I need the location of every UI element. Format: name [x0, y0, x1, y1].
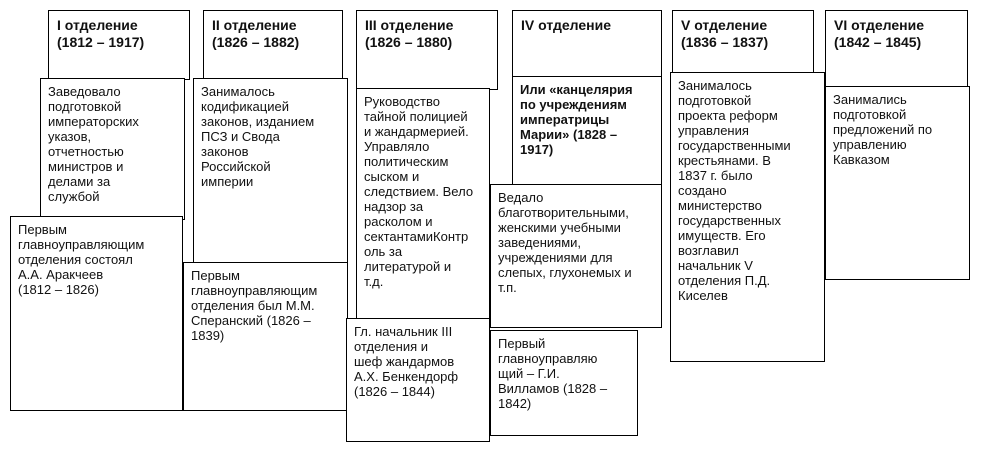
dept1-function: Заведовало подготовкой императорских указов, отчетностью министров и делами за службой [40, 78, 185, 220]
dept3-head: Гл. начальник III отделения и шеф жандармов А.Х. Бенкендорф (1826 – 1844) [346, 318, 490, 442]
dept5-function: Занималось подготовкой проекта реформ управления государственными крестьянами. В 1837 г. было создано министерство государственных имуществ. Его возглавил начальник V отделения П.Д. Киселев [670, 72, 825, 362]
dept4-header: IV отделение [512, 10, 662, 78]
dept3-function: Руководство тайной полицией и жандармерией. Управляло политическим сыском и следствием. Вело надзор за расколом и сектантамиКонтр оль за литературой и т.д. [356, 88, 490, 320]
dept4-function: Ведало благотворительными, женскими учебными заведениями, учреждениями для слепых, глухонемых и т.п. [490, 184, 662, 328]
dept5-header: V отделение (1836 – 1837) [672, 10, 814, 74]
dept1-head: Первым главноуправляющим отделения состоял А.А. Аракчеев (1812 – 1826) [10, 216, 183, 411]
dept6-header: VI отделение (1842 – 1845) [825, 10, 968, 88]
dept2-header: II отделение (1826 – 1882) [203, 10, 343, 80]
dept2-head: Первым главноуправляющим отделения был М.М. Сперанский (1826 – 1839) [183, 262, 348, 411]
dept2-function: Занималось кодификацией законов, изданием ПСЗ и Свода законов Российской империи [193, 78, 348, 264]
dept1-header: I отделение (1812 – 1917) [48, 10, 190, 80]
dept4-subtitle: Или «канцелярия по учреждениям императрицы Марии» (1828 – 1917) [512, 76, 662, 186]
dept6-function: Занимались подготовкой предложений по управлению Кавказом [825, 86, 970, 280]
dept4-head: Первый главноуправляю щий – Г.И. Вилламов (1828 – 1842) [490, 330, 638, 436]
dept3-header: III отделение (1826 – 1880) [356, 10, 498, 90]
